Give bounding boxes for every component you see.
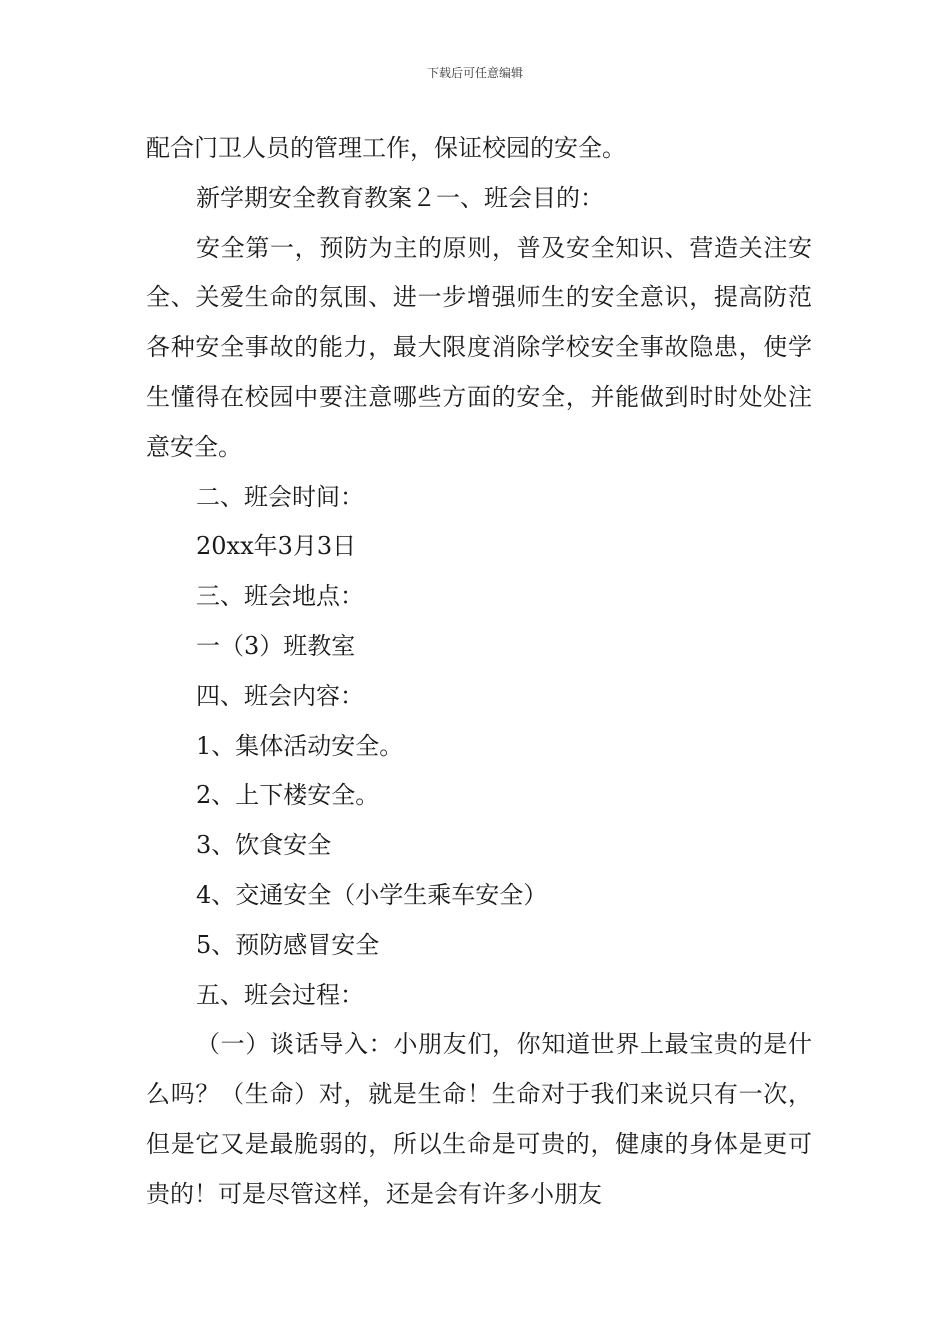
paragraph: 新学期安全教育教案２一、班会目的：	[196, 183, 604, 212]
paragraph: 一（3）班教室	[196, 631, 356, 660]
paragraph: 二、班会时间：	[196, 482, 364, 511]
document-body	[146, 124, 812, 1220]
paragraph: 5、预防感冒安全	[196, 930, 380, 959]
paragraph: 五、班会过程：	[196, 980, 364, 1009]
paragraph: 4、交通安全（小学生乘车安全）	[196, 880, 548, 909]
paragraph: 四、班会内容：	[196, 681, 364, 710]
paragraph: 3、饮食安全	[196, 831, 332, 860]
page-header: 下载后可任意编辑	[426, 66, 523, 80]
paragraph: 20xx年3月3日	[196, 532, 357, 561]
paragraph: 配合门卫人员的管理工作，保证校园的安全。	[146, 134, 626, 162]
paragraph: （一）谈话导入：小朋友们，你知道世界上最宝贵的是什么吗？（生命）对，就是生命！生命对于我们来说只有一次，但是它又是最脆弱的，所以生命是可贵的，健康的身体是更可贵的！可是尽管这样，还是会有许多小朋友	[146, 1030, 812, 1208]
paragraph: 三、班会地点：	[196, 582, 364, 611]
paragraph: 1、集体活动安全。	[196, 731, 404, 760]
paragraph: 安全第一，预防为主的原则，普及安全知识、营造关注安全、关爱生命的氛围、进一步增强师生的安全意识，提高防范各种安全事故的能力，最大限度消除学校安全事故隐患，使学生懂得在校园中要注意哪些方面的安全，并能做到时时处处注意安全。	[146, 233, 812, 461]
paragraph: 2、上下楼安全。	[196, 781, 380, 810]
